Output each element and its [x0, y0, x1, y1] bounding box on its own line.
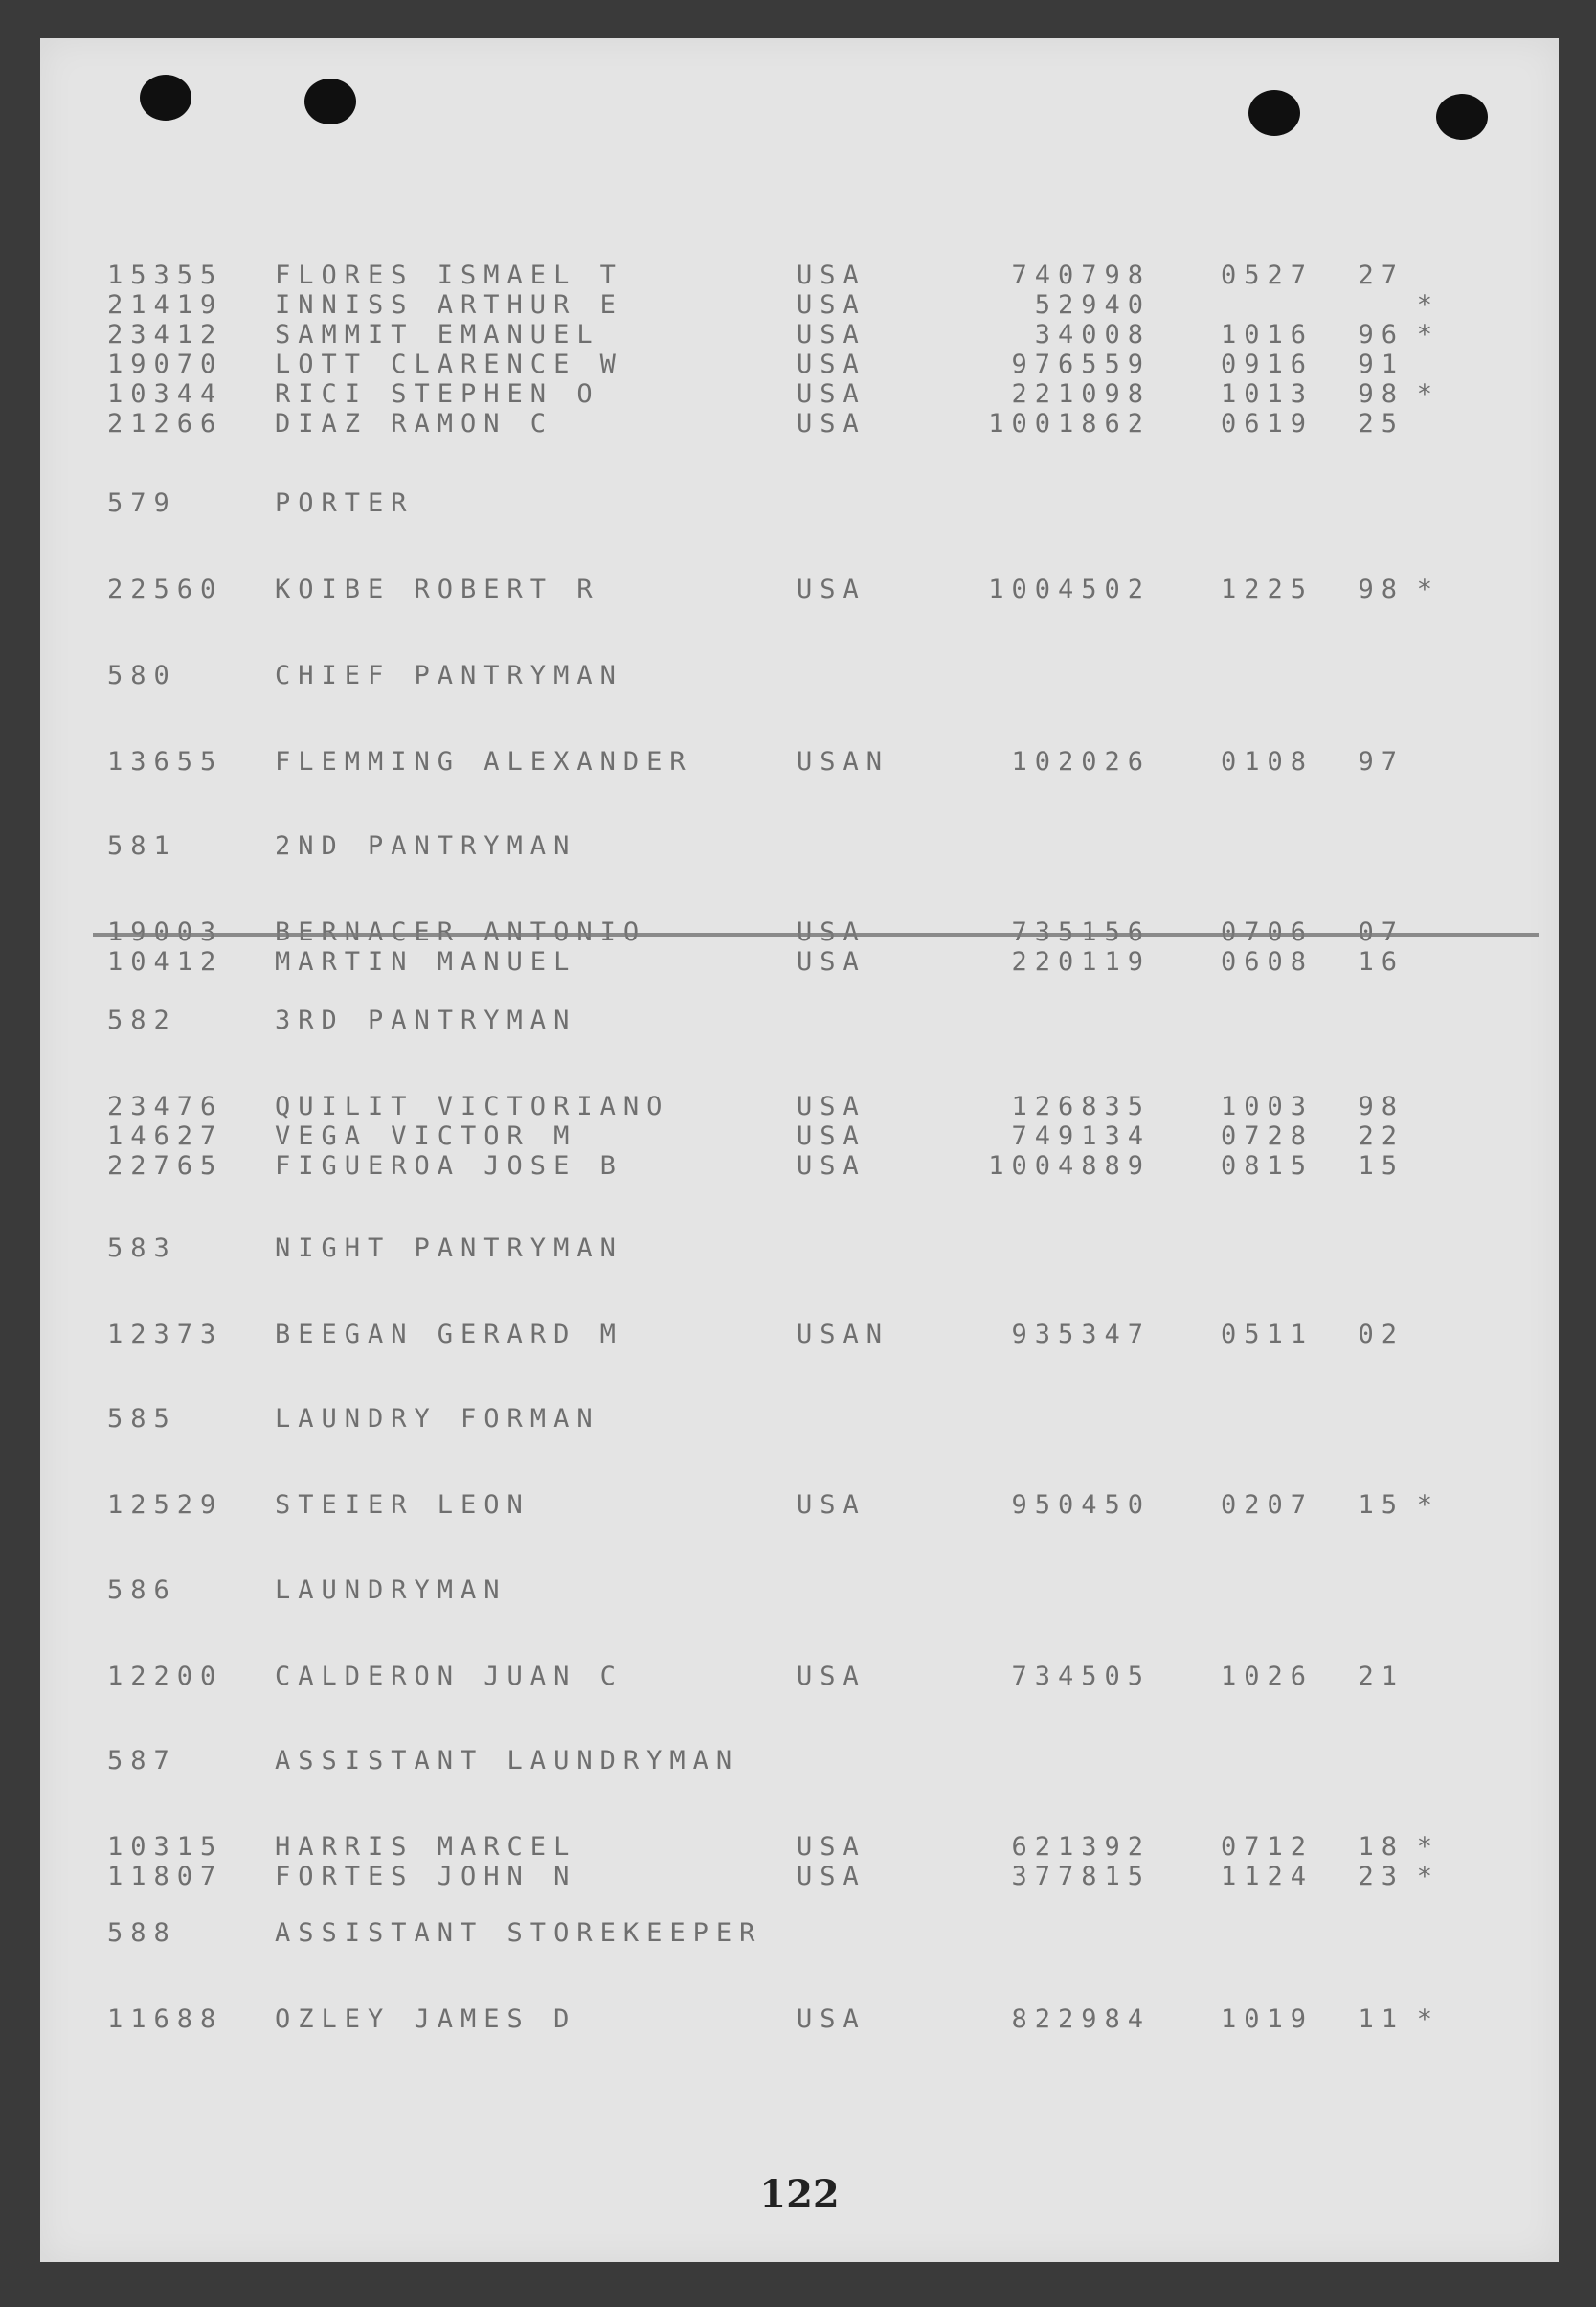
- section-heading: [40, 1746, 1559, 1775]
- heading-title: LAUNDRYMAN: [275, 1575, 507, 1605]
- table-row: [40, 320, 1559, 350]
- nationality: USA: [797, 1490, 866, 1520]
- date-code: 0712: [1220, 1832, 1314, 1862]
- employee-id: 23476: [107, 1092, 224, 1121]
- table-row: [40, 747, 1559, 777]
- date-code: 0108: [1220, 747, 1314, 777]
- heading-code: 586: [107, 1575, 177, 1605]
- heading-title: ASSISTANT STOREKEEPER: [275, 1918, 763, 1948]
- employee-name: VEGA VICTOR M: [275, 1121, 577, 1151]
- roster-section: [40, 661, 1559, 777]
- strike-through-line: [93, 933, 1539, 937]
- employee-name: FLORES ISMAEL T: [275, 260, 623, 290]
- employee-id: 12373: [107, 1320, 224, 1349]
- year-code: 98: [1358, 575, 1405, 604]
- year-code: 25: [1358, 409, 1405, 439]
- employee-id: 22560: [107, 575, 224, 604]
- date-code: 1026: [1220, 1662, 1314, 1691]
- nationality: USA: [797, 290, 866, 320]
- employee-id: 21419: [107, 290, 224, 320]
- mark-asterisk: *: [1416, 379, 1440, 409]
- year-code: 02: [1358, 1320, 1405, 1349]
- year-code: 16: [1358, 947, 1405, 977]
- document-page: [40, 38, 1559, 2262]
- year-code: 96: [1358, 320, 1405, 350]
- roster-section: [40, 1918, 1559, 2034]
- table-row: [40, 947, 1559, 977]
- table-row: [40, 917, 1559, 947]
- mark-asterisk: *: [1416, 1490, 1440, 1520]
- employee-id: 10315: [107, 1832, 224, 1862]
- mark-asterisk: *: [1416, 320, 1440, 350]
- document-number: 1001862: [988, 409, 1151, 439]
- table-row: [40, 1832, 1559, 1862]
- document-number: 740798: [1011, 260, 1151, 290]
- roster-section: [40, 1404, 1559, 1520]
- date-code: 0511: [1220, 1320, 1314, 1349]
- table-row: [40, 350, 1559, 379]
- year-code: 11: [1358, 2004, 1405, 2034]
- employee-id: 10412: [107, 947, 224, 977]
- roster-section: [40, 1746, 1559, 1891]
- heading-code: 580: [107, 661, 177, 690]
- employee-name: FORTES JOHN N: [275, 1862, 577, 1891]
- employee-id: 12529: [107, 1490, 224, 1520]
- table-row: [40, 409, 1559, 439]
- employee-name: KOIBE ROBERT R: [275, 575, 600, 604]
- employee-id: 22765: [107, 1151, 224, 1181]
- employee-name: QUILIT VICTORIANO: [275, 1092, 670, 1121]
- nationality: USAN: [797, 1320, 890, 1349]
- heading-title: PORTER: [275, 488, 415, 518]
- section-heading: [40, 661, 1559, 690]
- document-number: 976559: [1011, 350, 1151, 379]
- nationality: USA: [797, 350, 866, 379]
- nationality: USAN: [797, 747, 890, 777]
- heading-title: NIGHT PANTRYMAN: [275, 1233, 623, 1263]
- year-code: 98: [1358, 1092, 1405, 1121]
- year-code: 23: [1358, 1862, 1405, 1891]
- employee-id: 12200: [107, 1662, 224, 1691]
- page-number: 122: [759, 2172, 840, 2217]
- document-number: 102026: [1011, 747, 1151, 777]
- employee-name: STEIER LEON: [275, 1490, 530, 1520]
- employee-id: 21266: [107, 409, 224, 439]
- document-number: 1004502: [988, 575, 1151, 604]
- document-number: 52940: [1034, 290, 1151, 320]
- nationality: USA: [797, 1662, 866, 1691]
- date-code: 0916: [1220, 350, 1314, 379]
- employee-id: 23412: [107, 320, 224, 350]
- heading-code: 588: [107, 1918, 177, 1948]
- employee-name: OZLEY JAMES D: [275, 2004, 577, 2034]
- table-row: [40, 2004, 1559, 2034]
- document-number: 1004889: [988, 1151, 1151, 1181]
- date-code: 0728: [1220, 1121, 1314, 1151]
- document-number: 220119: [1011, 947, 1151, 977]
- table-row: [40, 1121, 1559, 1151]
- date-code: 0815: [1220, 1151, 1314, 1181]
- date-code: 0619: [1220, 409, 1314, 439]
- heading-code: 587: [107, 1746, 177, 1775]
- employee-id: 10344: [107, 379, 224, 409]
- document-number: 221098: [1011, 379, 1151, 409]
- date-code: 1016: [1220, 320, 1314, 350]
- section-heading: [40, 831, 1559, 861]
- document-number: 621392: [1011, 1832, 1151, 1862]
- year-code: 15: [1358, 1151, 1405, 1181]
- heading-code: 581: [107, 831, 177, 861]
- year-code: 27: [1358, 260, 1405, 290]
- table-row: [40, 1662, 1559, 1691]
- nationality: USA: [797, 1121, 866, 1151]
- employee-name: FLEMMING ALEXANDER: [275, 747, 693, 777]
- year-code: 22: [1358, 1121, 1405, 1151]
- heading-title: CHIEF PANTRYMAN: [275, 661, 623, 690]
- date-code: 0527: [1220, 260, 1314, 290]
- employee-name: FIGUEROA JOSE B: [275, 1151, 623, 1181]
- date-code: 0608: [1220, 947, 1314, 977]
- year-code: 91: [1358, 350, 1405, 379]
- roster-section: [40, 1006, 1559, 1181]
- section-heading: [40, 1006, 1559, 1035]
- year-code: 15: [1358, 1490, 1405, 1520]
- heading-code: 579: [107, 488, 177, 518]
- mark-asterisk: *: [1416, 2004, 1440, 2034]
- nationality: USA: [797, 1092, 866, 1121]
- roster-section: [40, 1575, 1559, 1691]
- section-heading: [40, 1575, 1559, 1605]
- document-number: 822984: [1011, 2004, 1151, 2034]
- section-heading: [40, 488, 1559, 518]
- nationality: USA: [797, 260, 866, 290]
- employee-id: 19070: [107, 350, 224, 379]
- nationality: USA: [797, 947, 866, 977]
- employee-id: 15355: [107, 260, 224, 290]
- employee-name: SAMMIT EMANUEL: [275, 320, 600, 350]
- nationality: USA: [797, 409, 866, 439]
- table-row: [40, 1320, 1559, 1349]
- roster-section: [40, 488, 1559, 604]
- heading-title: ASSISTANT LAUNDRYMAN: [275, 1746, 740, 1775]
- section-heading: [40, 1404, 1559, 1434]
- date-code: 1124: [1220, 1862, 1314, 1891]
- nationality: USA: [797, 1832, 866, 1862]
- document-number: 749134: [1011, 1121, 1151, 1151]
- table-row: [40, 1092, 1559, 1121]
- table-row: [40, 575, 1559, 604]
- nationality: USA: [797, 320, 866, 350]
- year-code: 98: [1358, 379, 1405, 409]
- table-row: [40, 379, 1559, 409]
- heading-title: LAUNDRY FORMAN: [275, 1404, 600, 1434]
- employee-id: 14627: [107, 1121, 224, 1151]
- document-number: 935347: [1011, 1320, 1151, 1349]
- mark-asterisk: *: [1416, 575, 1440, 604]
- heading-title: 3RD PANTRYMAN: [275, 1006, 577, 1035]
- roster-content: [40, 38, 1559, 2262]
- date-code: 1019: [1220, 2004, 1314, 2034]
- heading-code: 582: [107, 1006, 177, 1035]
- employee-name: CALDERON JUAN C: [275, 1662, 623, 1691]
- document-number: 734505: [1011, 1662, 1151, 1691]
- heading-code: 585: [107, 1404, 177, 1434]
- date-code: 1225: [1220, 575, 1314, 604]
- date-code: 1003: [1220, 1092, 1314, 1121]
- nationality: USA: [797, 2004, 866, 2034]
- roster-section: [40, 260, 1559, 439]
- year-code: 21: [1358, 1662, 1405, 1691]
- mark-asterisk: *: [1416, 1832, 1440, 1862]
- year-code: 97: [1358, 747, 1405, 777]
- employee-id: 11807: [107, 1862, 224, 1891]
- nationality: USA: [797, 575, 866, 604]
- heading-title: 2ND PANTRYMAN: [275, 831, 577, 861]
- nationality: USA: [797, 1862, 866, 1891]
- section-heading: [40, 1233, 1559, 1263]
- year-code: 18: [1358, 1832, 1405, 1862]
- employee-name: HARRIS MARCEL: [275, 1832, 577, 1862]
- nationality: USA: [797, 379, 866, 409]
- document-number: 950450: [1011, 1490, 1151, 1520]
- roster-section: [40, 1233, 1559, 1349]
- employee-name: INNISS ARTHUR E: [275, 290, 623, 320]
- mark-asterisk: *: [1416, 290, 1440, 320]
- table-row: [40, 1151, 1559, 1181]
- document-number: 34008: [1034, 320, 1151, 350]
- employee-name: LOTT CLARENCE W: [275, 350, 623, 379]
- employee-id: 11688: [107, 2004, 224, 2034]
- employee-name: RICI STEPHEN O: [275, 379, 600, 409]
- table-row: [40, 260, 1559, 290]
- mark-asterisk: *: [1416, 1862, 1440, 1891]
- section-heading: [40, 1918, 1559, 1948]
- table-row: [40, 290, 1559, 320]
- employee-name: MARTIN MANUEL: [275, 947, 577, 977]
- document-number: 126835: [1011, 1092, 1151, 1121]
- table-row: [40, 1862, 1559, 1891]
- employee-id: 13655: [107, 747, 224, 777]
- date-code: 0207: [1220, 1490, 1314, 1520]
- date-code: 1013: [1220, 379, 1314, 409]
- roster-section: [40, 831, 1559, 977]
- employee-name: DIAZ RAMON C: [275, 409, 554, 439]
- heading-code: 583: [107, 1233, 177, 1263]
- employee-name: BEEGAN GERARD M: [275, 1320, 623, 1349]
- nationality: USA: [797, 1151, 866, 1181]
- table-row: [40, 1490, 1559, 1520]
- document-number: 377815: [1011, 1862, 1151, 1891]
